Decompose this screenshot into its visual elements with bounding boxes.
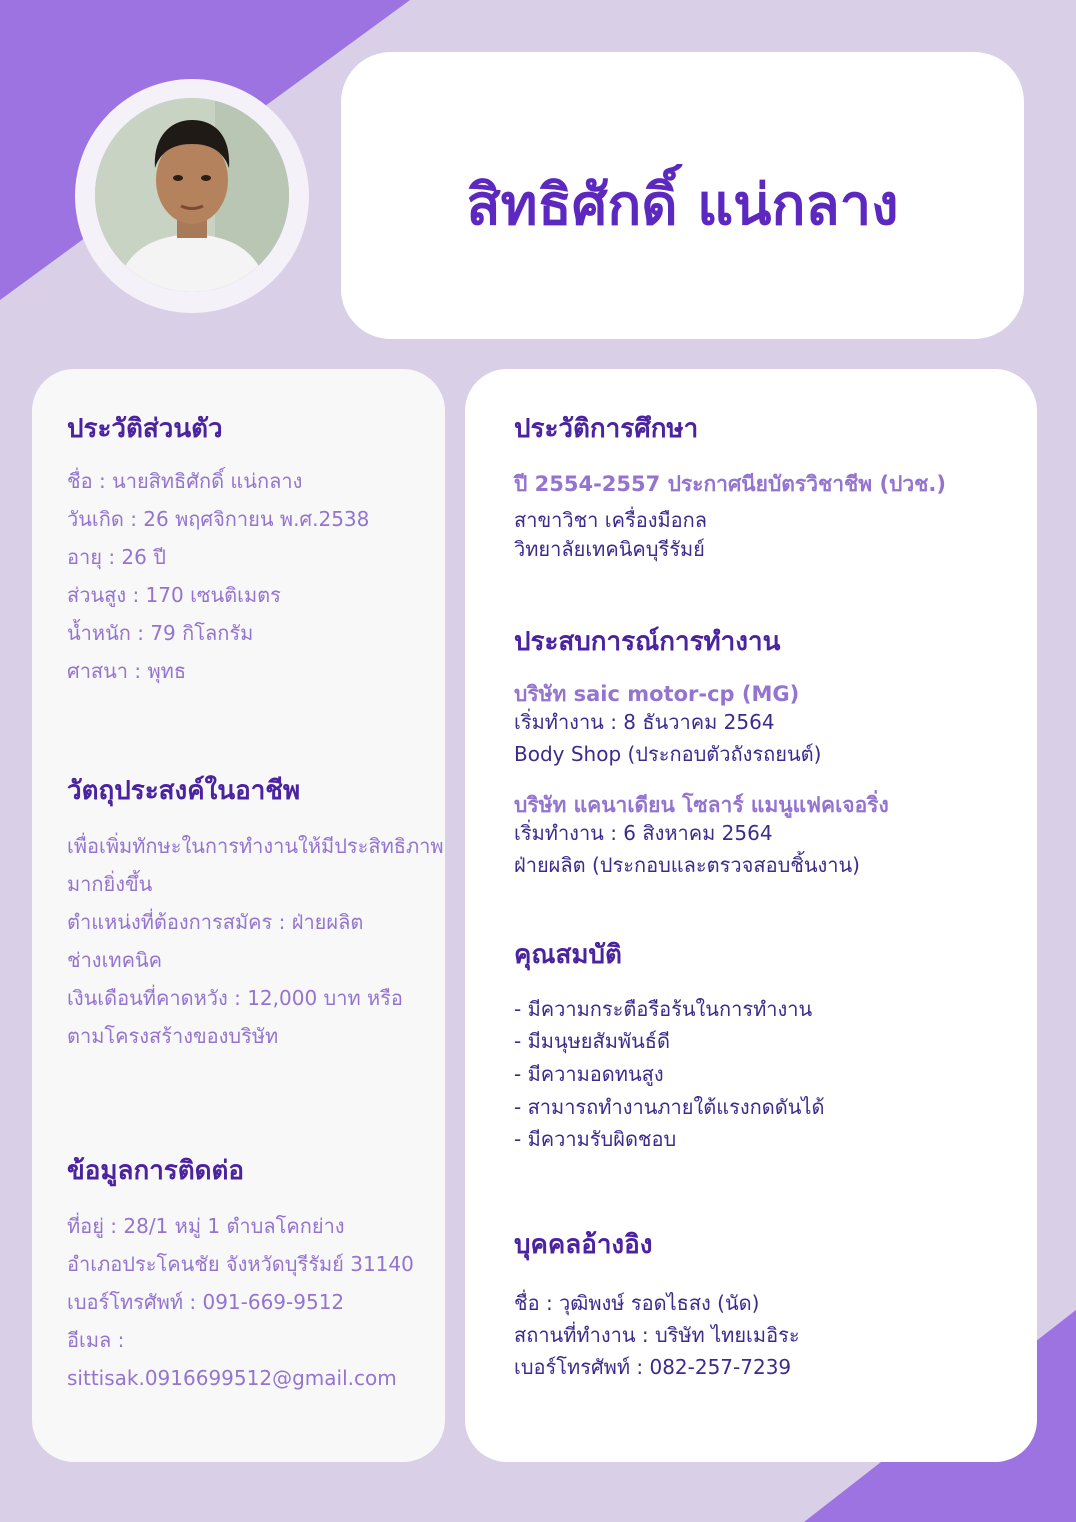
job-start: เริ่มทำงาน : 8 ธันวาคม 2564	[514, 710, 775, 734]
job-company: บริษัท แคนาเดียน โซลาร์ แมนูแฟคเจอริ่ง	[514, 793, 889, 817]
objective-line: ตามโครงสร้างของบริษัท	[67, 1024, 279, 1048]
quality-item: - มีความรับผิดชอบ	[514, 1127, 677, 1151]
quality-item: - สามารถทำงานภายใต้แรงกดดันได้	[514, 1095, 825, 1119]
contact-email-label: อีเมล :	[67, 1328, 125, 1352]
contact-address-line: ที่อยู่ : 28/1 หมู่ 1 ตำบลโคกย่าง	[67, 1214, 345, 1238]
profile-height-line: ส่วนสูง : 170 เซนติเมตร	[67, 583, 281, 607]
job-company: บริษัท saic motor-cp (MG)	[514, 682, 800, 706]
objective-line: ตำแหน่งที่ต้องการสมัคร : ฝ่ายผลิต	[67, 910, 364, 934]
contact-email-link[interactable]: sittisak.0916699512@gmail.com	[67, 1366, 397, 1390]
name-card	[341, 52, 1024, 339]
education-line: สาขาวิชา เครื่องมือกล	[514, 508, 708, 532]
contact-heading: ข้อมูลการติดต่อ	[67, 1156, 245, 1186]
job-role: Body Shop (ประกอบตัวถังรถยนต์)	[514, 742, 822, 766]
profile-religion-line: ศาสนา : พุทธ	[67, 659, 187, 683]
experience-heading: ประสบการณ์การทำงาน	[514, 627, 781, 657]
profile-weight-line: น้ำหนัก : 79 กิโลกรัม	[67, 621, 254, 645]
job-start: เริ่มทำงาน : 6 สิงหาคม 2564	[514, 821, 773, 845]
education-line: วิทยาลัยเทคนิคบุรีรัมย์	[514, 537, 705, 561]
objective-heading: วัตถุประสงค์ในอาชีพ	[67, 776, 301, 806]
education-lead: ปี 2554-2557 ประกาศนียบัตรวิชาชีพ (ปวช.)	[514, 472, 946, 496]
profile-birthdate-line: วันเกิด : 26 พฤศจิกายน พ.ศ.2538	[67, 507, 370, 531]
quality-item: - มีความกระตือรือร้นในการทำงาน	[514, 997, 813, 1021]
contact-phone-line: เบอร์โทรศัพท์ : 091-669-9512	[67, 1290, 345, 1314]
objective-line: ช่างเทคนิค	[67, 948, 163, 972]
job-role: ฝ่ายผลิต (ประกอบและตรวจสอบชิ้นงาน)	[514, 853, 860, 877]
objective-line: เพื่อเพิ่มทักษะในการทำงานให้มีประสิทธิภาพ	[67, 834, 444, 858]
objective-line: มากยิ่งขึ้น	[67, 872, 153, 896]
education-heading: ประวัติการศึกษา	[514, 414, 699, 444]
profile-photo	[95, 98, 289, 292]
reference-heading: บุคคลอ้างอิง	[514, 1230, 653, 1260]
reference-name-line: ชื่อ : วุฒิพงษ์ รอดไธสง (นัด)	[514, 1291, 760, 1315]
qualities-heading: คุณสมบัติ	[514, 940, 622, 970]
contact-address-line: อำเภอประโคนชัย จังหวัดบุรีรัมย์ 31140	[67, 1252, 414, 1276]
reference-phone-line: เบอร์โทรศัพท์ : 082-257-7239	[514, 1355, 792, 1379]
objective-line: เงินเดือนที่คาดหวัง : 12,000 บาท หรือ	[67, 986, 403, 1010]
quality-item: - มีความอดทนสูง	[514, 1062, 664, 1086]
full-name: สิทธิศักดิ์ แน่กลาง	[466, 173, 899, 238]
profile-age-line: อายุ : 26 ปี	[67, 545, 166, 569]
profile-heading: ประวัติส่วนตัว	[67, 414, 223, 444]
quality-item: - มีมนุษยสัมพันธ์ดี	[514, 1029, 670, 1053]
reference-workplace-line: สถานที่ทำงาน : บริษัท ไทยเมอิระ	[514, 1323, 800, 1347]
profile-name-line: ชื่อ : นายสิทธิศักดิ์ แน่กลาง	[67, 469, 303, 493]
